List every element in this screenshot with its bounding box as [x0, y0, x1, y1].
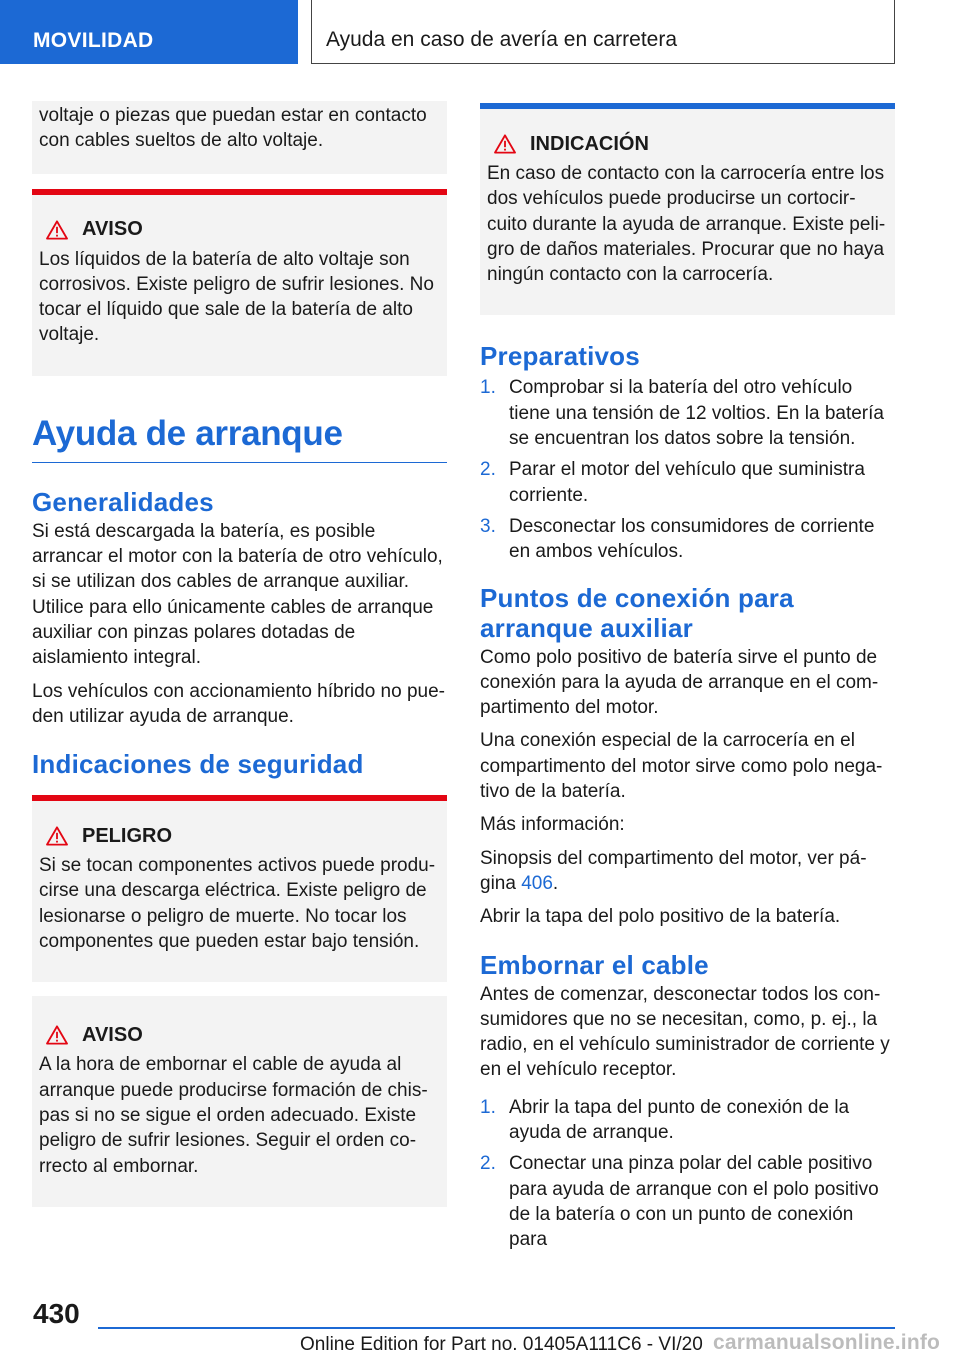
intro-box-text: voltaje o piezas que puedan estar en contacto con cables sueltos de alto voltaje. — [39, 105, 427, 152]
points-paragraph-2: Una conexión especial de la carrocería en el compartimento del motor sirve como polo negativo de la batería. — [480, 730, 883, 803]
section-heading-connect: Embornar el cable — [480, 949, 709, 980]
edition-text: Online Edition for Part no. 01405A111C6 - VI/20 — [300, 1334, 703, 1355]
list-item: 2. Parar el motor del vehículo que suministra corriente. — [480, 459, 865, 506]
connect-paragraph-1: Antes de comenzar, desconectar todos los consumidores que no se necesitan, como, p. ej., la radio, en el vehículo suministrador de corriente y en el vehículo receptor. — [480, 983, 890, 1081]
page-number: 430 — [33, 1298, 80, 1329]
warning-triangle-icon — [494, 134, 516, 154]
warning-box-1 — [32, 189, 447, 376]
points-paragraph-4: Sinopsis del compartimento del motor, ver página 406. — [480, 847, 867, 894]
warning-triangle-icon — [46, 826, 68, 846]
list-item: 3. Desconectar los consumidores de corriente en ambos vehículos. — [480, 515, 875, 563]
watermark: carmanualsonline.info — [713, 1331, 941, 1354]
warning-title — [39, 217, 440, 243]
intro-box — [32, 101, 447, 174]
points-paragraph-3: Más información: — [480, 814, 625, 836]
danger-text: Si se tocan componentes activos puede producirse una descarga eléctrica. Existe peligro de lesionarse o peligro de muerte. No tocar los componentes que pueden estar bajo tensión. — [39, 855, 436, 953]
list-item: 1. Abrir la tapa del punto de conexión de la ayuda de arranque. — [480, 1096, 850, 1144]
points-paragraph-1: Como polo positivo de batería sirve el punto de conexión para la ayuda de arranque en el compartimento del motor. — [480, 646, 879, 719]
list-item: 1. Comprobar si la batería del otro vehículo tiene una tensión de 12 voltios. En la batería se encuentran los datos sobre la tensión. — [480, 377, 884, 450]
warning-title-2 — [39, 1022, 440, 1048]
danger-box — [32, 795, 447, 982]
note-title-text: INDICACIÓN — [530, 132, 649, 155]
warning-text-2: A la hora de embornar el cable de ayuda al arranque puede producirse formación de chispas si no se sigue el orden adecuado. Existe peligro de sufrir lesiones. Seguir el orden correcto al embornar. — [39, 1054, 428, 1177]
prep-list — [480, 375, 895, 564]
note-text: En caso de contacto con la carrocería entre los dos vehículos puede producirse un cortocircuito durante la ayuda de arranque. Existe peligro de daños materiales. Procurar que no haya ningún contacto con la carrocería. — [487, 163, 886, 286]
section-heading-safety: Indicaciones de seguridad — [32, 749, 364, 780]
left-column — [32, 101, 447, 1207]
section-heading-points: Puntos de conexión para arranque auxiliar — [480, 582, 794, 643]
warning-title-text: AVISO — [82, 218, 143, 241]
warning-box-2 — [32, 996, 447, 1206]
list-item: 2. Conectar una pinza polar del cable positivo para ayuda de arranque con el polo positivo de la batería o con un punto de conexión para — [480, 1153, 879, 1251]
points-paragraph-5: Abrir la tapa del polo positivo de la batería. — [480, 906, 841, 928]
main-heading: Ayuda de arranque — [32, 414, 447, 463]
section-tab: MOVILIDAD — [0, 0, 298, 64]
warning-triangle-icon — [46, 1025, 68, 1045]
general-paragraph-1: Si está descargada la batería, es posible arrancar el motor con la batería de otro vehículo, si se utilizan dos cables de arranque auxiliar. Utilice para ello únicamente cables de arranque auxiliar con pinzas polares dotadas de aislamiento integral. — [32, 520, 443, 669]
page-link-406[interactable]: 406 — [521, 872, 553, 894]
danger-title-text: PELIGRO — [82, 824, 173, 847]
warning-triangle-icon — [46, 220, 68, 240]
note-box — [480, 103, 895, 315]
section-heading-general: Generalidades — [32, 486, 214, 517]
danger-title — [39, 823, 440, 849]
warning-text: Los líquidos de la batería de alto voltaje son corrosivos. Existe peligro de sufrir lesiones. No tocar el líquido que sale de la batería de alto voltaje. — [39, 248, 434, 346]
footer-rule — [98, 1327, 895, 1329]
connect-list — [480, 1095, 895, 1253]
section-heading-prep: Preparativos — [480, 341, 640, 372]
chapter-title: Ayuda en caso de avería en carretera — [311, 0, 895, 64]
note-title — [487, 131, 888, 157]
general-paragraph-2: Los vehículos con accionamiento híbrido no pueden utilizar ayuda de arranque. — [32, 680, 445, 727]
warning-title-2-text: AVISO — [82, 1023, 143, 1046]
right-column — [480, 101, 895, 1259]
